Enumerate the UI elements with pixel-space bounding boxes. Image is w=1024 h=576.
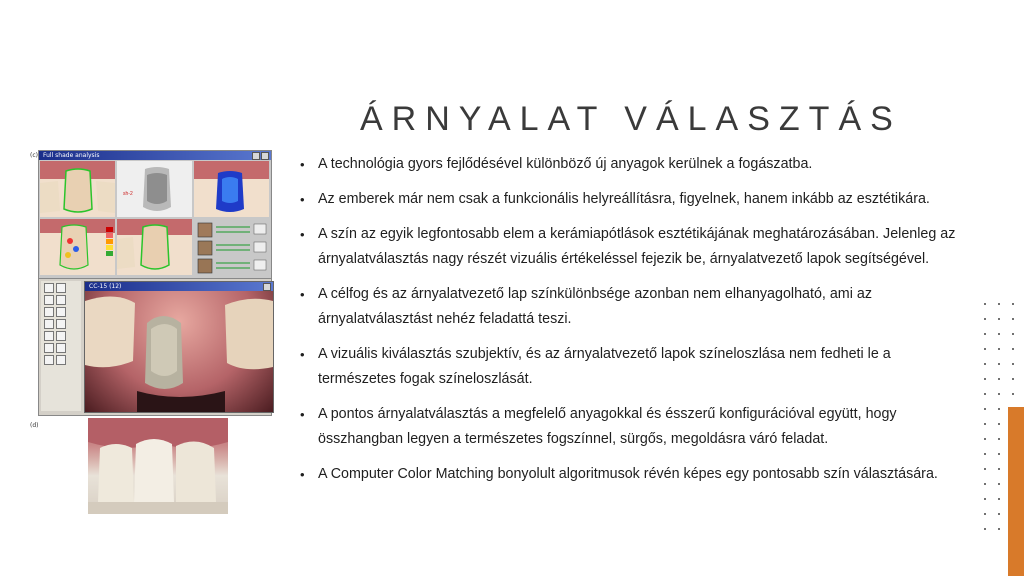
decorative-dot — [998, 303, 1000, 305]
color-picker-icon[interactable] — [44, 343, 54, 353]
decorative-dot — [998, 513, 1000, 515]
close-icon[interactable] — [263, 283, 271, 291]
decorative-dot — [984, 498, 986, 500]
accent-bar — [1008, 407, 1024, 576]
decorative-dot — [984, 393, 986, 395]
fill-tool-icon[interactable] — [56, 319, 66, 329]
close-icon[interactable] — [261, 152, 269, 160]
text-tool-icon[interactable] — [44, 331, 54, 341]
decorative-dot — [984, 468, 986, 470]
grid-tool-icon[interactable] — [44, 355, 54, 365]
crown-photo — [85, 291, 273, 412]
tooth-image-region — [117, 219, 192, 275]
decorative-dot — [1012, 333, 1014, 335]
decorative-dot — [998, 438, 1000, 440]
decorative-dot — [984, 348, 986, 350]
decorative-dot — [998, 453, 1000, 455]
decorative-dot — [984, 333, 986, 335]
tooth-image-outline — [40, 161, 115, 217]
decorative-dot — [998, 333, 1000, 335]
pointer-tool-icon[interactable] — [44, 283, 54, 293]
bullet-item: • A Computer Color Matching bonyolult algoritmusok révén képes egy pontosabb szín választására. — [298, 462, 968, 487]
decorative-dot — [998, 363, 1000, 365]
decorative-dot — [998, 528, 1000, 530]
measure-tool-icon[interactable] — [56, 343, 66, 353]
decorative-dot — [998, 498, 1000, 500]
compare-tool-icon[interactable] — [56, 355, 66, 365]
window-title: Full shade analysis — [43, 152, 100, 159]
decorative-dot — [984, 513, 986, 515]
decorative-dot — [998, 408, 1000, 410]
decorative-dot — [1012, 378, 1014, 380]
decorative-dot — [998, 348, 1000, 350]
decorative-dot — [998, 378, 1000, 380]
decorative-dot — [998, 468, 1000, 470]
decorative-dot — [998, 393, 1000, 395]
panel-d-label: (d) — [30, 422, 39, 429]
pencil-tool-icon[interactable] — [44, 295, 54, 305]
bullet-item: • A technológia gyors fejlődésével különböző új anyagok kerülnek a fogászatba. — [298, 152, 968, 177]
decorative-dot — [984, 528, 986, 530]
shade-matching-window — [38, 278, 272, 416]
decorative-dot — [984, 483, 986, 485]
bullet-item: • A vizuális kiválasztás szubjektív, és az árnyalatvezető lapok színeloszlása nem fedheti le a természetes fogak színeloszlását. — [298, 342, 968, 392]
line-tool-icon[interactable] — [56, 331, 66, 341]
bullet-item: • A célfog és az árnyalatvezető lap színkülönbsége azonban nem elhanyagolható, ami az árnyalatválasztást nehéz feladattá teszi. — [298, 282, 968, 332]
help-icon[interactable] — [252, 152, 260, 160]
decorative-dot — [1012, 303, 1014, 305]
decorative-dot — [998, 423, 1000, 425]
decorative-dot — [998, 318, 1000, 320]
panel-a-label: (c) — [30, 152, 38, 159]
zoom-tool-icon[interactable] — [44, 307, 54, 317]
decorative-dot — [1012, 393, 1014, 395]
decorative-dot — [984, 438, 986, 440]
decorative-dot — [984, 303, 986, 305]
decorative-dot — [1012, 318, 1014, 320]
tooth-image-blue-map — [194, 161, 269, 217]
brush-tool-icon[interactable] — [56, 307, 66, 317]
bullet-list — [298, 152, 968, 497]
tool-palette — [41, 281, 81, 411]
tooth-image-colormap — [40, 219, 115, 275]
tooth-image-grayscale — [117, 161, 192, 217]
svg-text:sh-2: sh-2 — [123, 191, 133, 197]
shade-slider-panel — [194, 219, 269, 275]
full-shade-analysis-window — [38, 150, 272, 280]
shape-tool-icon[interactable] — [44, 319, 54, 329]
eraser-tool-icon[interactable] — [56, 295, 66, 305]
decorative-dot — [1012, 348, 1014, 350]
shade-subwindow — [84, 281, 274, 413]
shade-analysis-figure — [30, 150, 272, 530]
natural-teeth-photo — [88, 418, 228, 514]
decorative-dot — [984, 378, 986, 380]
decorative-dot — [1012, 363, 1014, 365]
slide-title: ÁRNYALAT VÁLASZTÁS — [360, 100, 902, 138]
subwindow-title: CC-15 (12) — [89, 283, 122, 290]
subwindow-titlebar — [85, 282, 273, 291]
decorative-dot — [984, 453, 986, 455]
decorative-dot — [984, 318, 986, 320]
decorative-dot — [984, 423, 986, 425]
decorative-dot — [984, 363, 986, 365]
bullet-item: • Az emberek már nem csak a funkcionális helyreállításra, figyelnek, hanem inkább az esztétikára. — [298, 187, 968, 212]
bullet-item: • A pontos árnyalatválasztás a megfelelő anyagokkal és ésszerű konfigurációval együtt, hogy összhangban legyen a természetes fogszínnel, sürgős, megoldásra váró feladat. — [298, 402, 968, 452]
selection-tool-icon[interactable] — [56, 283, 66, 293]
decorative-dot — [998, 483, 1000, 485]
window-titlebar — [39, 151, 271, 160]
bullet-item: • A szín az egyik legfontosabb elem a kerámiapótlások esztétikájának meghatározásában. Jelenleg az árnyalatválasztás nagy részét vizuális értékeléssel fejezik be, árnyalatvezető lapok segítségével. — [298, 222, 968, 272]
decorative-dot — [984, 408, 986, 410]
